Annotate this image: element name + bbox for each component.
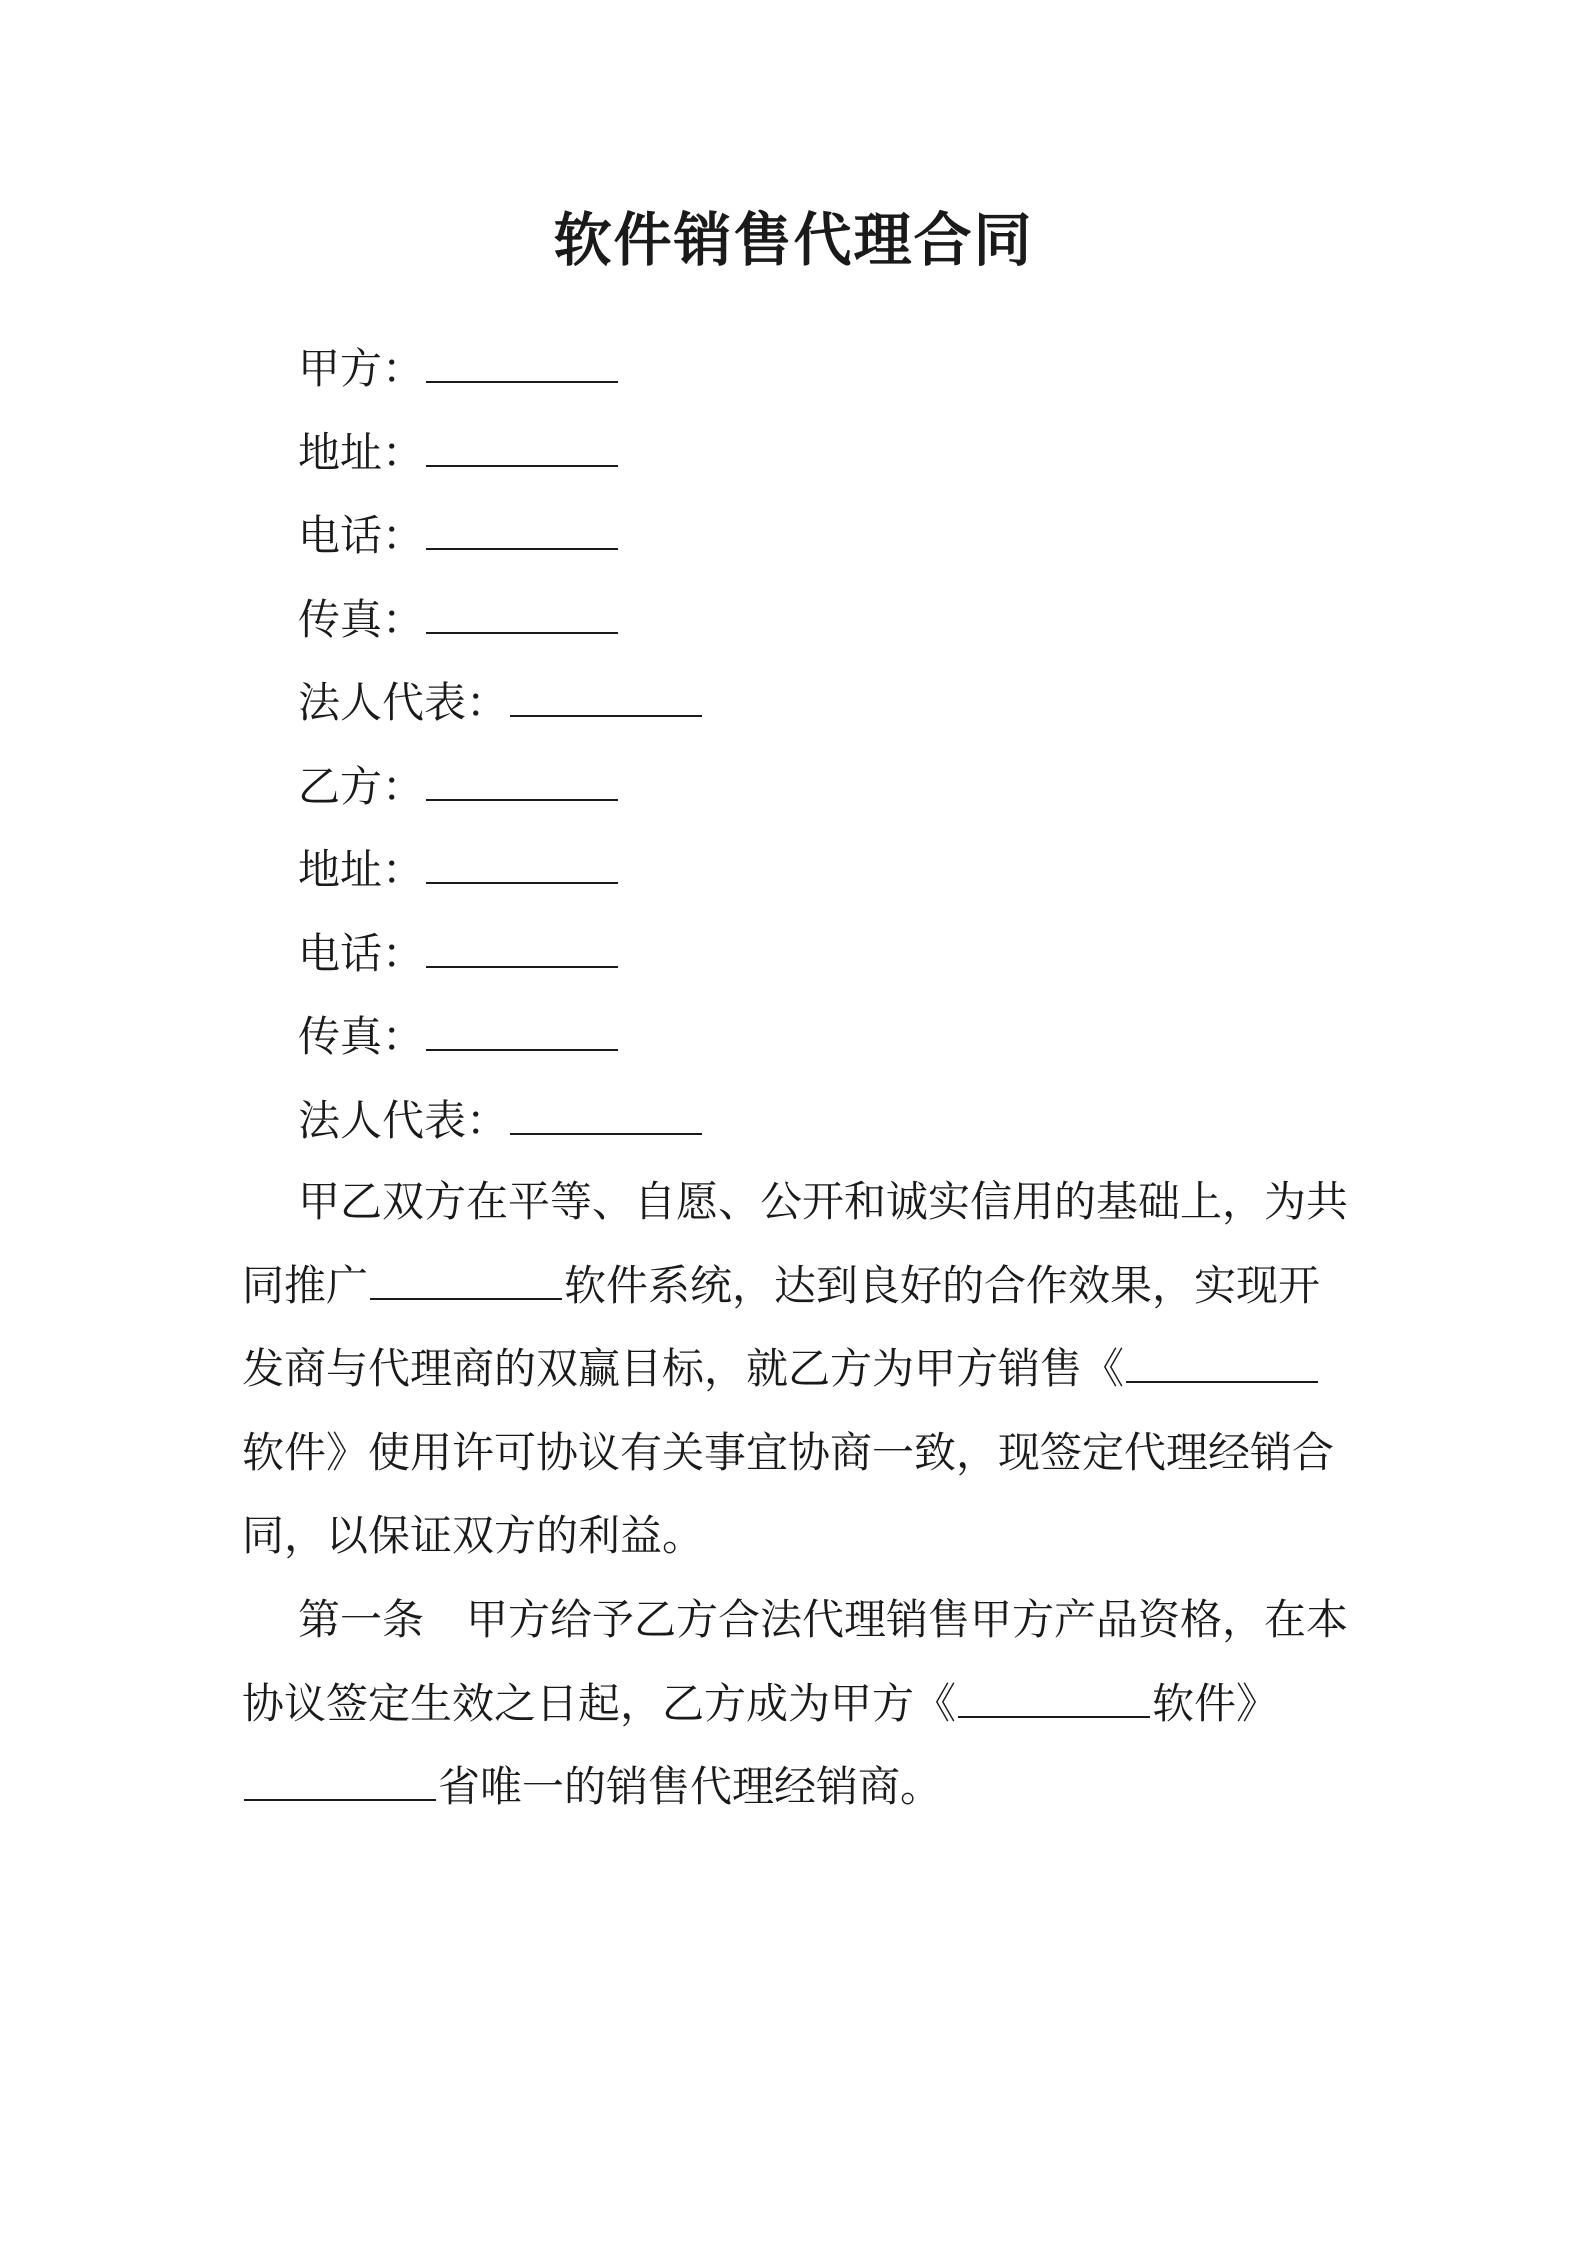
article-1-text-1: 甲方给予乙方合法代理销售甲方产品资格，在本 <box>466 1595 1349 1644</box>
party-a-row <box>298 327 1298 411</box>
party-b-legal-rep-label: 法人代表： <box>298 1095 509 1145</box>
intro-line-4 <box>242 1411 1357 1495</box>
intro-text-2a: 同推广 <box>242 1260 369 1310</box>
party-a-phone-label: 电话： <box>298 511 425 560</box>
party-a-fax-row <box>298 578 1298 662</box>
party-b-address-row <box>298 828 1298 912</box>
article-1-line-3 <box>242 1745 1357 1829</box>
article-1-heading: 第一条 <box>298 1595 425 1644</box>
party-b-fax-blank <box>426 1009 618 1051</box>
party-a-phone-row <box>298 494 1298 578</box>
party-b-fax-row <box>298 995 1298 1079</box>
article-1-text-2a: 协议签定生效之日起，乙方成为甲方《 <box>242 1678 957 1728</box>
intro-text-3a: 发商与代理商的双赢目标，就乙方为甲方销售《 <box>242 1344 1125 1393</box>
party-a-fax-label: 传真： <box>298 594 425 644</box>
party-a-address-blank <box>426 425 618 467</box>
party-a-legal-rep-label: 法人代表： <box>298 678 509 727</box>
intro-text-4: 软件》使用许可协议有关事宜协商一致，现签定代理经销合 <box>242 1427 1335 1477</box>
party-b-phone-row <box>298 912 1298 996</box>
intro-line-5 <box>242 1494 1357 1578</box>
party-info-fields <box>298 327 1298 1162</box>
product-name-blank <box>1126 1341 1318 1383</box>
licensed-software-blank <box>958 1676 1150 1718</box>
party-a-phone-blank <box>426 508 618 550</box>
intro-line-1 <box>242 1160 1357 1244</box>
party-a-label: 甲方： <box>298 344 425 393</box>
party-b-blank <box>426 759 618 801</box>
province-blank <box>244 1759 436 1801</box>
party-a-legal-rep-blank <box>510 675 702 717</box>
intro-paragraph <box>242 1160 1357 1578</box>
party-b-address-label: 地址： <box>298 845 425 894</box>
intro-text-2b: 软件系统，达到良好的合作效果，实现开 <box>564 1260 1321 1310</box>
party-a-fax-blank <box>426 592 618 634</box>
party-b-label: 乙方： <box>298 761 425 811</box>
intro-line-2 <box>242 1244 1357 1328</box>
party-b-address-blank <box>426 842 618 884</box>
party-b-legal-rep-blank <box>510 1093 702 1135</box>
software-name-blank <box>370 1258 562 1300</box>
article-1-text-3b: 省唯一的销售代理经销商。 <box>438 1762 943 1811</box>
intro-text-5: 同，以保证双方的利益。 <box>242 1511 705 1560</box>
party-a-address-label: 地址： <box>298 427 425 477</box>
party-b-phone-blank <box>426 926 618 968</box>
party-b-fax-label: 传真： <box>298 1012 425 1061</box>
party-b-legal-rep-row <box>298 1079 1298 1163</box>
intro-line-3 <box>242 1327 1357 1411</box>
party-a-address-row <box>298 411 1298 495</box>
party-a-blank <box>426 341 618 383</box>
article-1-text-2b: 软件》 <box>1152 1678 1279 1728</box>
intro-text-1: 甲乙双方在平等、自愿、公开和诚实信用的基础上，为共 <box>298 1177 1349 1226</box>
article-1-line-1 <box>242 1578 1357 1662</box>
party-b-row <box>298 745 1298 829</box>
article-1-line-2 <box>242 1662 1357 1746</box>
document-title: 软件销售代理合同 <box>553 206 1034 274</box>
party-b-phone-label: 电话： <box>298 928 425 978</box>
article-1-paragraph <box>242 1578 1357 1829</box>
party-a-legal-rep-row <box>298 661 1298 745</box>
